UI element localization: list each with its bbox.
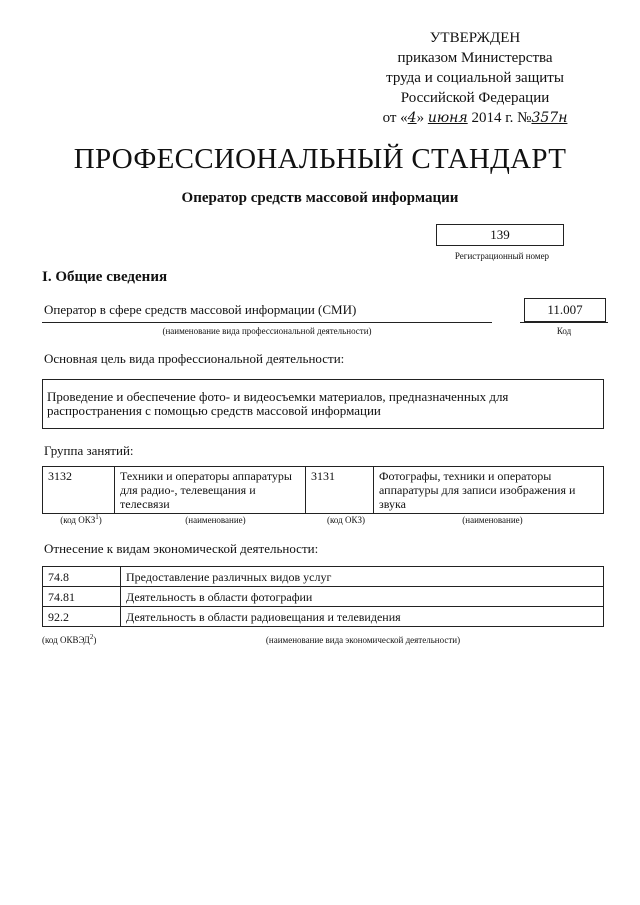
economic-activity-name-cell: Деятельность в области радиовещания и телевидения — [121, 607, 604, 627]
economic-activity-caption: (наименование вида экономической деятельности) — [265, 635, 461, 645]
okved-code-cell: 92.2 — [43, 607, 121, 627]
date-mid: » — [416, 110, 425, 126]
okz-code-cell: 3132 — [43, 467, 115, 514]
okved-code-cell: 74.8 — [43, 567, 121, 587]
approval-title: УТВЕРЖДЕН — [429, 30, 521, 46]
name-caption: (наименование) — [185, 515, 246, 525]
approval-line-ministry: приказом Министерства — [397, 50, 553, 66]
document-title: ПРОФЕССИОНАЛЬНЫЙ СТАНДАРТ — [73, 143, 567, 175]
order-number: 357н — [531, 110, 568, 126]
document-subtitle: Оператор средств массовой информации — [181, 190, 459, 206]
date-year: 2014 г. № — [471, 110, 532, 126]
approval-date — [360, 108, 590, 128]
registration-number-box: 139 — [436, 224, 564, 246]
economic-activity-name-cell: Предоставление различных видов услуг — [121, 567, 604, 587]
section-heading: I. Общие сведения — [42, 269, 168, 285]
okz-caption: (код ОКЗ$^1$) — [60, 513, 102, 525]
date-month: июня — [427, 110, 468, 126]
goal-label: Основная цель вида профессиональной деятельности: — [44, 351, 345, 366]
okved-code-cell: 74.81 — [43, 587, 121, 607]
code-underline — [520, 322, 608, 323]
goal-box — [42, 379, 604, 429]
table-row — [43, 467, 604, 514]
footnote-marker: 1 — [95, 513, 99, 521]
economic-activity-table — [42, 566, 604, 627]
activity-caption: (наименование вида профессиональной деятельности) — [162, 326, 372, 336]
date-prefix: от « — [382, 110, 408, 126]
table-row — [43, 567, 604, 587]
table-row — [43, 607, 604, 627]
registration-number-caption: Регистрационный номер — [454, 251, 550, 261]
table-row — [43, 587, 604, 607]
approval-block — [360, 28, 590, 128]
occupation-name-cell: Техники и операторы аппаратуры для радио-, телевещания и телесвязи — [115, 467, 306, 514]
approval-line-federation: Российской Федерации — [400, 90, 550, 106]
name-caption-second: (наименование) — [462, 515, 523, 525]
occupation-table — [42, 466, 604, 514]
occupation-group-label: Группа занятий: — [44, 443, 134, 458]
okz-code-cell: 3131 — [306, 467, 374, 514]
activity-underline — [42, 322, 492, 323]
date-day: 4 — [407, 110, 417, 126]
code-caption: Код — [556, 326, 572, 336]
economic-activity-label: Отнесение к видам экономической деятельности: — [44, 541, 319, 556]
okved-caption: (код ОКВЭД$^2$) — [42, 633, 97, 645]
occupation-name-cell: Фотографы, техники и операторы аппаратуры для записи изображения и звука — [374, 467, 604, 514]
footnote-marker: 2 — [89, 633, 94, 641]
okz-caption-second: (код ОКЗ) — [327, 515, 365, 525]
approval-line-labor: труда и социальной защиты — [386, 70, 564, 86]
goal-text: Проведение и обеспечение фото- и видеосъемки материалов, предназначенных для распространения с помощью средств массовой информации — [47, 389, 509, 418]
economic-activity-name-cell: Деятельность в области фотографии — [121, 587, 604, 607]
activity-code-box: 11.007 — [524, 298, 606, 322]
activity-name: Оператор в сфере средств массовой информации (СМИ) — [44, 302, 357, 317]
